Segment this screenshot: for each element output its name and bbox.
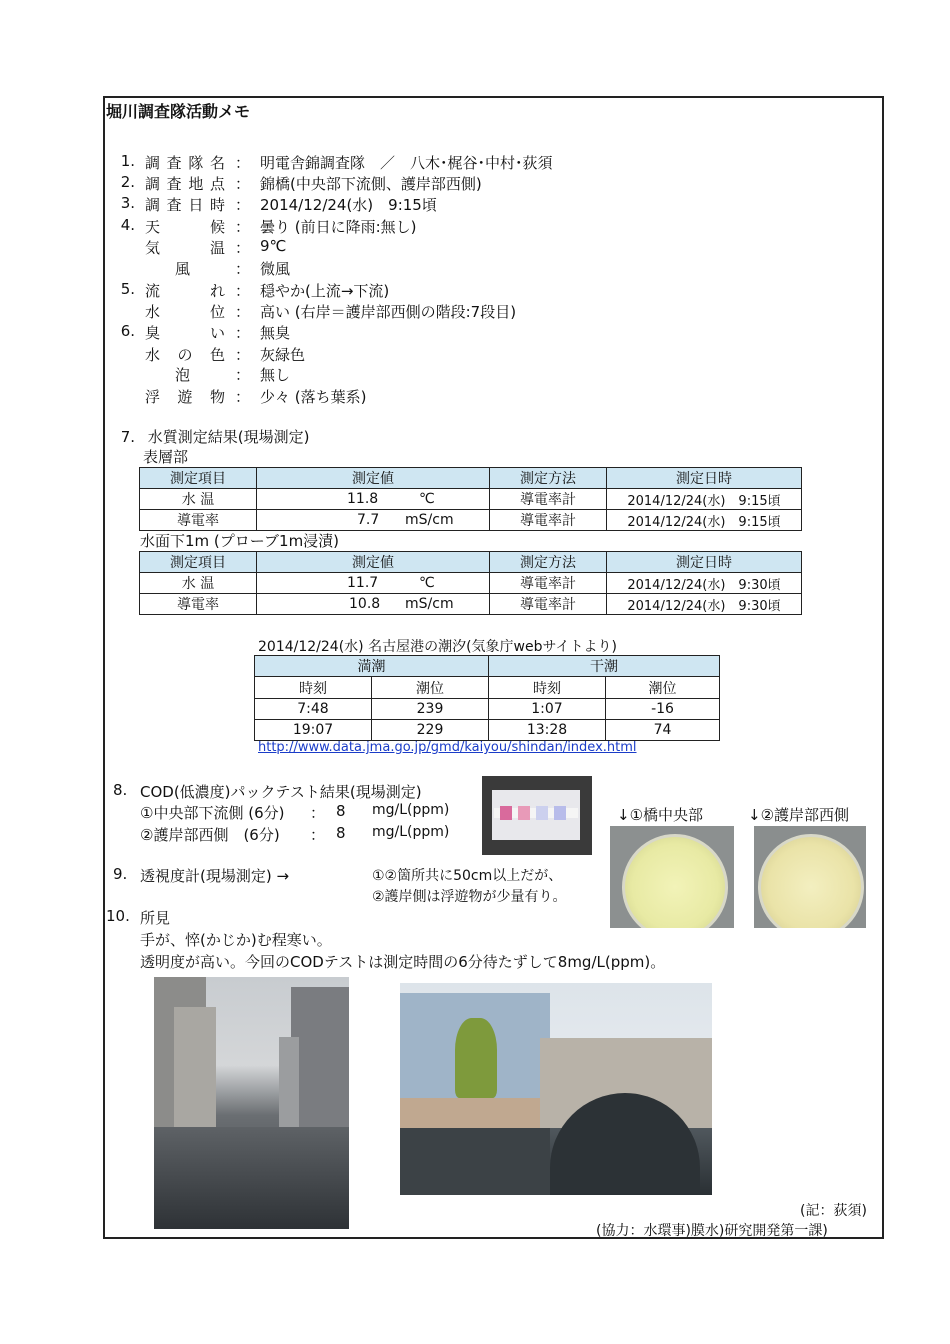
item-label: 調査地点 <box>145 175 225 193</box>
item-colon: ： <box>235 196 251 214</box>
item-value: 2014/12/24(水) 9:15頃 <box>260 196 437 214</box>
photo1-caption: ↓①橋中央部 <box>617 806 704 824</box>
item-colon: ： <box>235 154 251 172</box>
table-row: 水 温 11.7 ℃ 導電率計 2014/12/24(水) 9:30頃 <box>140 573 802 594</box>
item-value: 曇り (前日に降雨:無し) <box>260 218 417 236</box>
pack-test-photo <box>482 776 592 855</box>
item-value: 9℃ <box>260 237 287 255</box>
cod-result-2: ②護岸部西側 (6分) ： 8 mg/L(ppm) <box>140 824 450 844</box>
observation-line2: 透明度が高い。今回のCODテストは測定時間の6分待たずして8mg/L(ppm)。 <box>140 953 666 971</box>
item-label: 調査日時 <box>145 196 225 214</box>
tide-table: 満潮 干潮 時刻 潮位 時刻 潮位 7:48 239 1:07 -16 19:07 229 13:28 74 <box>254 655 720 741</box>
item-colon: ： <box>235 239 251 257</box>
section7-heading: 7. 水質測定結果(現場測定) <box>120 428 310 446</box>
item-colon: ： <box>235 366 251 384</box>
item-colon: ： <box>235 346 251 364</box>
header-item: 測定項目 <box>140 468 257 489</box>
item-number: 2. <box>120 173 135 191</box>
item-label: 風 <box>175 260 191 278</box>
header-value: 測定値 <box>257 468 490 489</box>
item-number: 1. <box>120 152 135 170</box>
page-title: 堀川調査隊活動メモ <box>106 102 251 121</box>
item-label: 気温 <box>145 239 225 257</box>
photo-revetment-west <box>754 826 866 928</box>
header-low-tide: 干潮 <box>489 656 720 677</box>
item-number: 3. <box>120 194 135 212</box>
header-method: 測定方法 <box>490 468 607 489</box>
item-value: 微風 <box>260 260 291 278</box>
observation-line1: 手が、悴(かじか)む程寒い。 <box>140 931 332 949</box>
item-label: 流れ <box>145 282 225 300</box>
photo-nishiki-bridge <box>400 983 712 1195</box>
header-high-tide: 満潮 <box>255 656 489 677</box>
item-value: 灰緑色 <box>260 346 306 364</box>
depth-label: 水面下1m (プローブ1m浸漬) <box>140 532 340 550</box>
item-colon: ： <box>235 303 251 321</box>
item-colon: ： <box>235 218 251 236</box>
surface-table <box>139 467 802 531</box>
item-label: 泡 <box>175 366 191 384</box>
item-colon: ： <box>235 282 251 300</box>
photo-bridge-center <box>610 826 734 928</box>
tide-title: 2014/12/24(水) 名古屋港の潮汐(気象庁webサイトより) <box>258 639 617 655</box>
item-colon: ： <box>235 388 251 406</box>
item-value: 高い (右岸＝護岸部西側の階段:7段目) <box>260 303 517 321</box>
item-number: 5. <box>120 280 135 298</box>
table-row: 導電率 7.7 mS/cm 導電率計 2014/12/24(水) 9:15頃 <box>140 510 802 531</box>
section9-note1: ①②箇所共に50cm以上だが、 <box>372 868 563 884</box>
item-number: 6. <box>120 322 135 340</box>
section9-note2: ②護岸側は浮遊物が少量有り。 <box>372 889 567 905</box>
header-datetime: 測定日時 <box>607 468 802 489</box>
item-label: 天候 <box>145 218 225 236</box>
item-value: 少々 (落ち葉系) <box>260 388 367 406</box>
item-value: 無し <box>260 366 291 384</box>
cod-result-1: ①中央部下流側 (6分) ： 8 mg/L(ppm) <box>140 802 450 822</box>
item-value: 穏やか(上流→下流) <box>260 282 390 300</box>
item-label: 水の色 <box>145 346 225 364</box>
item-label: 水位 <box>145 303 225 321</box>
surface-label: 表層部 <box>143 448 189 466</box>
item-value: 明電舎錦調査隊 ／ 八木･梶谷･中村･荻須 <box>260 154 553 172</box>
item-label: 調査隊名 <box>145 154 225 172</box>
item-value: 錦橋(中央部下流側、護岸部西側) <box>260 175 482 193</box>
item-colon: ： <box>235 260 251 278</box>
item-value: 無臭 <box>260 324 291 342</box>
table-row: 水 温 11.8 ℃ 導電率計 2014/12/24(水) 9:15頃 <box>140 489 802 510</box>
table-row: 7:48 239 1:07 -16 <box>255 699 720 720</box>
item-colon: ： <box>235 175 251 193</box>
jma-link[interactable]: http://www.data.jma.go.jp/gmd/kaiyou/shindan/index.html <box>258 740 637 755</box>
table-row: 19:07 229 13:28 74 <box>255 720 720 741</box>
item-label: 臭い <box>145 324 225 342</box>
author-note: (記：荻須) <box>800 1203 867 1219</box>
photo2-caption: ↓②護岸部西側 <box>748 806 850 824</box>
depth-table: 測定項目 測定値 測定方法 測定日時 水 温 11.7 ℃ 導電率計 2014/12/24(水) 9:30頃 導電率 10.8 mS/cm 導電率計 2014/12/24(水) 9:30頃 <box>139 551 802 615</box>
cooperation-note: (協力：水環事)膜水)研究開発第一課) <box>596 1223 828 1239</box>
item-label: 浮遊物 <box>145 388 225 406</box>
photo-river-downstream <box>154 977 349 1229</box>
table-row: 導電率 10.8 mS/cm 導電率計 2014/12/24(水) 9:30頃 <box>140 594 802 615</box>
item-number: 4. <box>120 216 135 234</box>
item-colon: ： <box>235 324 251 342</box>
